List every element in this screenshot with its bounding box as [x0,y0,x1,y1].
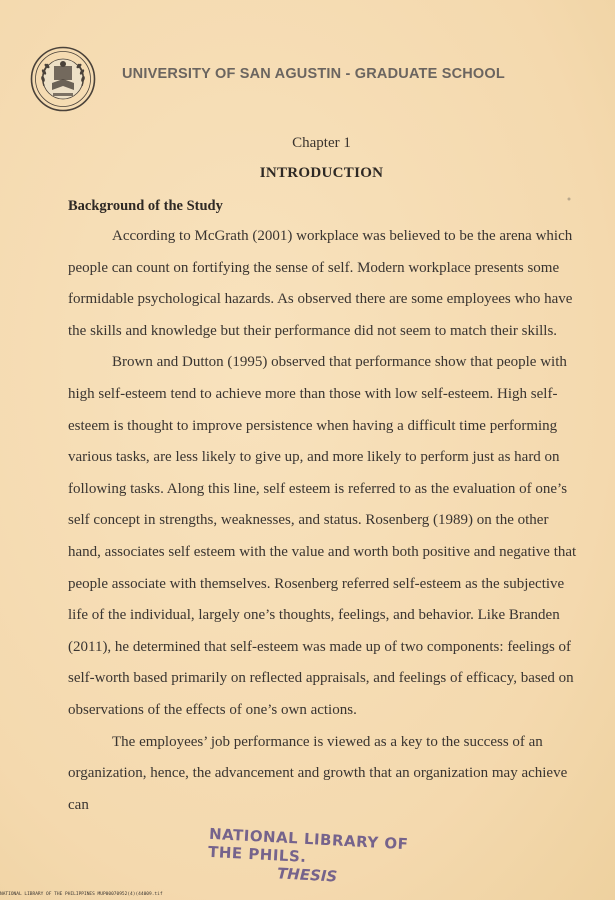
library-stamp [207,825,410,889]
chapter-number: Chapter 1 [292,135,351,151]
paragraph-1: According to McGrath (2001) workplace was believed to be the arena which people can count on fortifying the sense of self. Modern workplace presents some formidable psychological hazards. As observed there are some employees who have the skills and knowledge but their performance did not seem to match their skills. [68,228,573,339]
scan-footer: NATIONAL LIBRARY OF THE PHILIPPINES MUP00070952(4)(44009.tif [0,892,163,897]
paper-speck [566,196,572,202]
institution-header: UNIVERSITY OF SAN AGUSTIN - GRADUATE SCHOOL [122,66,505,82]
paragraph-3: The employees’ job performance is viewed as a key to the success of an organization, hence, the advancement and growth that an organization may achieve can [68,733,568,813]
stamp-library-name: NATIONAL LIBRARY OF THE PHILS. [207,824,409,866]
section-heading: Background of the Study [68,198,223,214]
university-seal-logo [30,46,96,112]
body-text [68,221,580,821]
stamp-thesis-label: THESIS [276,864,338,886]
paragraph-2: Brown and Dutton (1995) observed that performance show that people with high self-esteem tend to achieve more than those with low self-esteem. High self-esteem is thought to improve persistence when having a difficult time performing various tasks, are less likely to give up, and more likely to perform just as hard on following tasks. Along this line, self esteem is referred to as the evaluation of one’s self concept in strengths, weaknesses, and status. Rosenberg (1989) on the other hand, associates self esteem with the value and worth both positive and negative that people associate with themselves. Rosenberg referred self-esteem as the subjective life of the individual, largely one’s thoughts, feelings, and behavior. Like Branden (2011), he determined that self-esteem was made up of two components: feelings of self-worth based primarily on reflected appraisals, and feelings of efficacy, based on observations of the effects of one’s own actions. [68,354,577,718]
chapter-title: INTRODUCTION [259,165,384,181]
